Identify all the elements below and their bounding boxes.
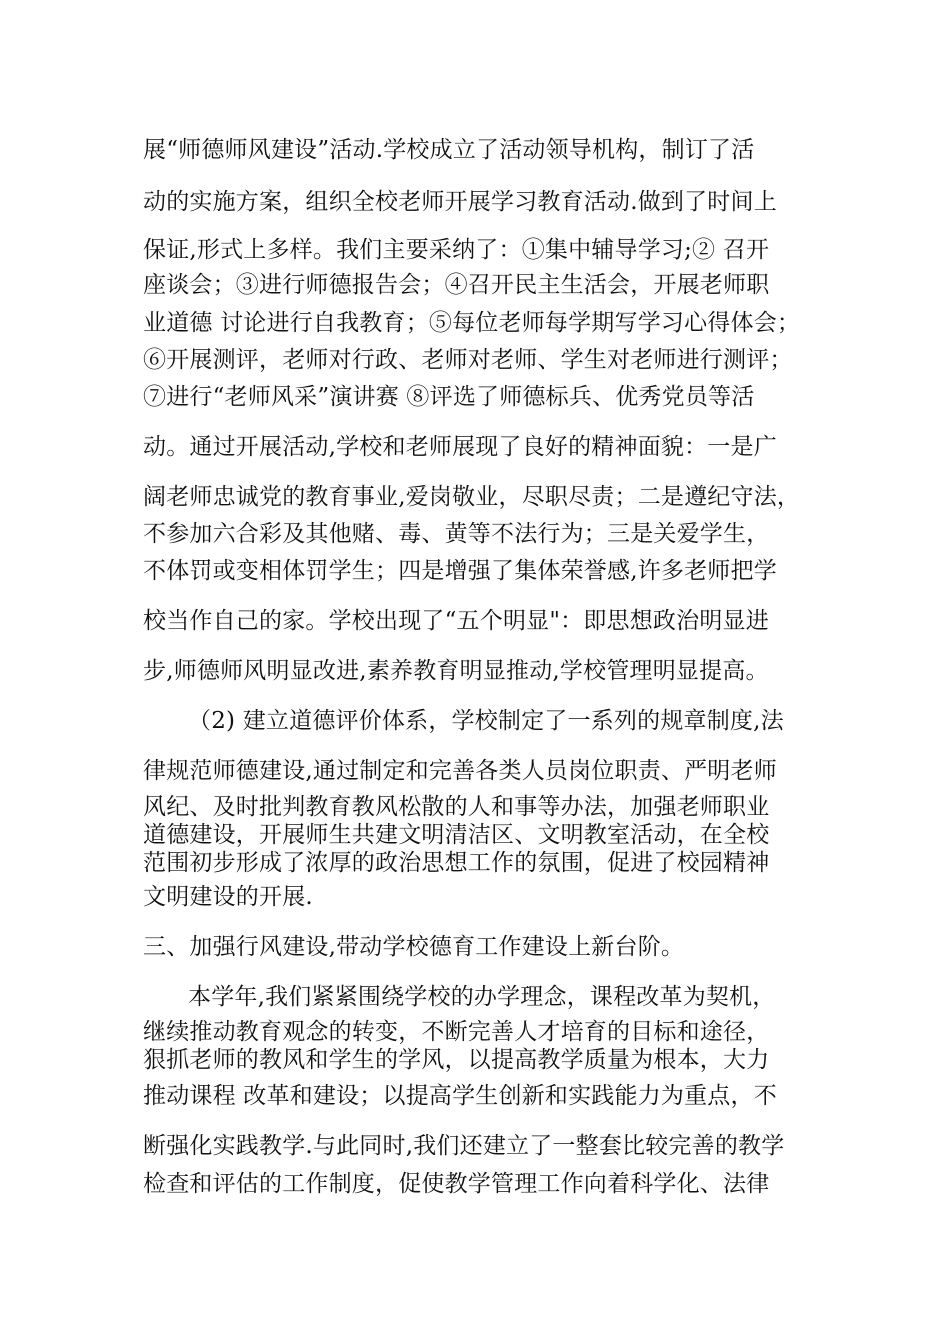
text-line: 道德建设，开展师生共建文明清洁区、文明教室活动，在全校 <box>143 822 770 848</box>
paragraph-first-line: （2) 建立道德评价体系，学校制定了一系列的规章制度,法 <box>188 708 784 734</box>
text-line: 阔老师忠诚党的教育事业,爱岗敬业，尽职尽责；二是遵纪守法， <box>143 484 801 510</box>
text-line: 继续推动教育观念的转变，不断完善人才培育的目标和途径， <box>143 1019 770 1045</box>
text-line: 步,师德师风明显改进,素养教育明显推动,学校管理明显提高。 <box>143 658 769 684</box>
text-line: 校当作自己的家。学校出现了“五个明显"：即思想政治明显进 <box>143 608 769 634</box>
text-line: 范围初步形成了浓厚的政治思想工作的氛围，促进了校园精神 <box>143 850 770 876</box>
text-line: 展“师德师风建设”活动.学校成立了活动领导机构，制订了活 <box>143 137 755 163</box>
text-line: 文明建设的开展. <box>143 884 313 910</box>
text-line: 断强化实践教学.与此同时,我们还建立了一整套比较完善的教学 <box>143 1133 785 1159</box>
text-line: 律规范师德建设,通过制定和完善各类人员岗位职责、严明老师 <box>143 758 777 784</box>
text-line: 动的实施方案，组织全校老师开展学习教育活动.做到了时间上 <box>143 189 777 215</box>
text-line: ⑥开展测评，老师对行政、老师对老师、学生对老师进行测评； <box>143 347 793 373</box>
text-line: 风纪、及时批判教育教风松散的人和事等办法，加强老师职业 <box>143 794 770 820</box>
section-heading: 三、加强行风建设,带动学校德育工作建设上新台阶。 <box>143 934 685 960</box>
text-line: 不体罚或变相体罚学生；四是增强了集体荣誉感,许多老师把学 <box>143 558 777 584</box>
paragraph-first-line: 本学年,我们紧紧围绕学校的办学理念，课程改革为契机， <box>188 984 776 1010</box>
text-line: 座谈会；③进行师德报告会；④召开民主生活会，开展老师职 <box>143 272 770 298</box>
text-line: 保证,形式上多样。我们主要采纳了：①集中辅导学习;② 召开 <box>143 237 770 263</box>
text-line: 不参加六合彩及其他赌、毒、黄等不法行为；三是关爱学生， <box>143 521 770 547</box>
text-line: 狠抓老师的教风和学生的学风，以提高教学质量为根本，大力 <box>143 1047 770 1073</box>
text-line: 推动课程 改革和建设；以提高学生创新和实践能力为重点，不 <box>143 1083 777 1109</box>
text-line: 动。通过开展活动,学校和老师展现了良好的精神面貌：一是广 <box>143 434 777 460</box>
text-line: ⑦进行“老师风采”演讲赛 ⑧评选了师德标兵、优秀党员等活 <box>143 384 755 410</box>
text-line: 业道德 讨论进行自我教育；⑤每位老师每学期写学习心得体会； <box>143 310 801 336</box>
text-line: 检查和评估的工作制度，促使教学管理工作向着科学化、法律 <box>143 1171 770 1197</box>
